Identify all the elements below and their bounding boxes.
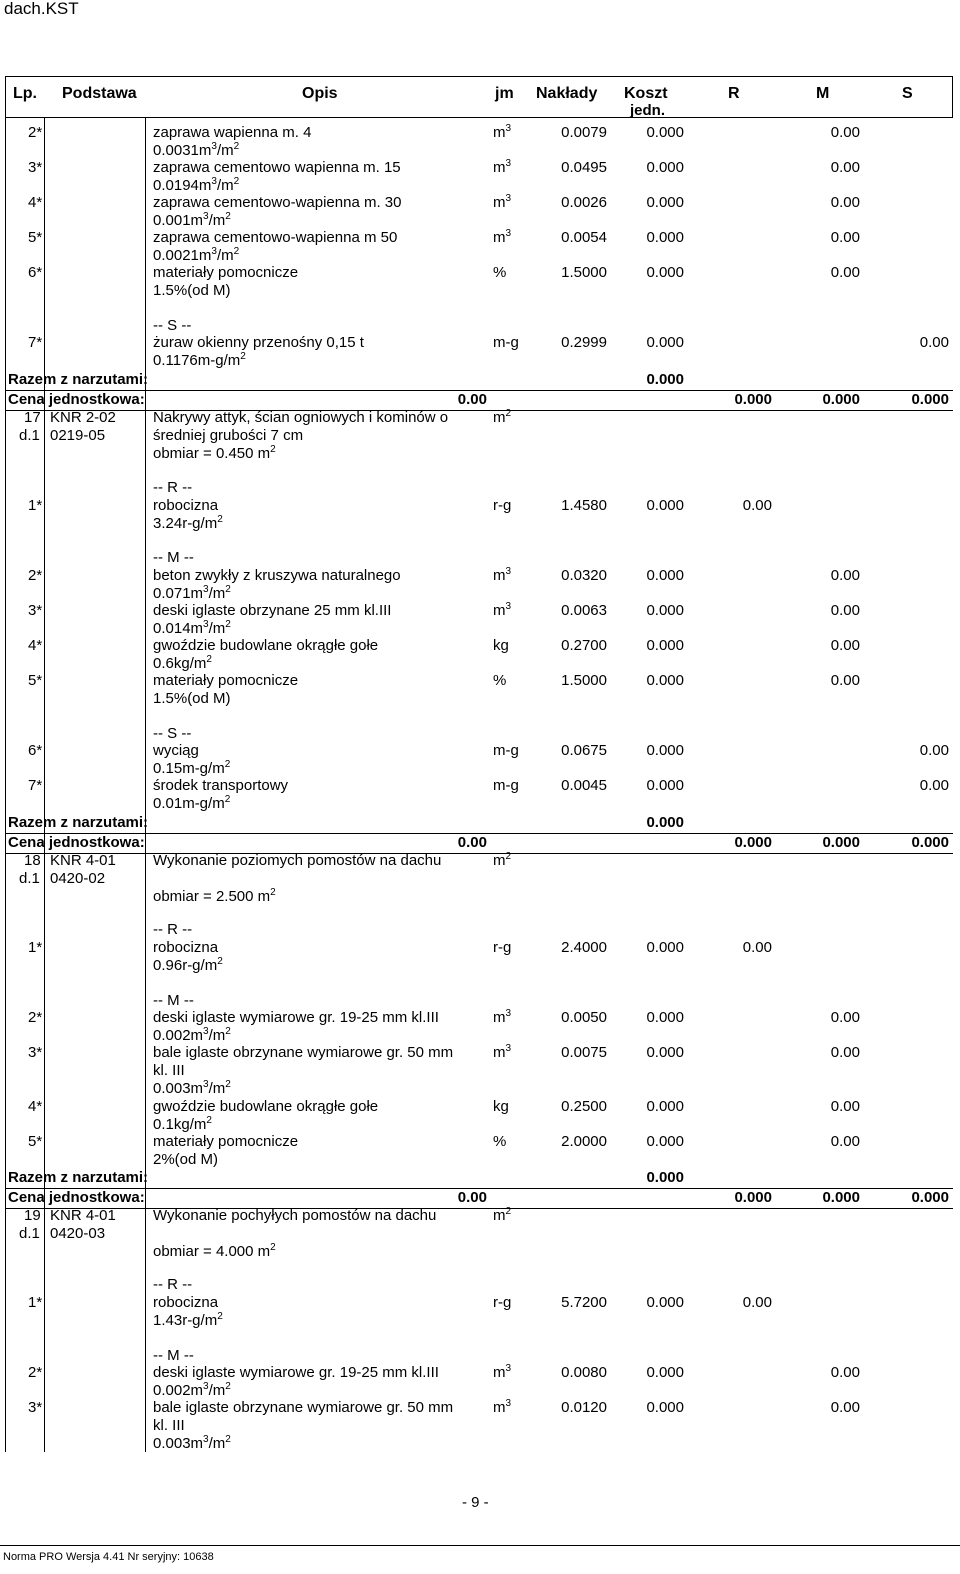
row-value: 0.00: [830, 124, 860, 141]
row-value: 0.00: [830, 602, 860, 619]
row-naklady: 0.0054: [561, 229, 607, 246]
row-value: 0.00: [830, 1364, 860, 1381]
row-value: 0.00: [830, 264, 860, 281]
row-norm: $0.0194m^3/m^2$: [153, 176, 240, 194]
position-basis-code: 0420-03: [50, 1225, 106, 1242]
row-unit: m-g: [493, 334, 519, 351]
row-lp: 4*: [28, 637, 43, 654]
row-value: 0.00: [830, 1399, 860, 1416]
row-unit: $m^3$: [493, 1043, 512, 1061]
cena-s: 0.000: [911, 391, 949, 408]
group-r: -- R --: [153, 1276, 193, 1293]
row-koszt: 0.000: [646, 1399, 684, 1416]
row-value: 0.00: [830, 229, 860, 246]
row-description: zaprawa cementowo-wapienna m. 30: [153, 194, 402, 211]
position-obmiar: obmiar = 2.500 $m^2$: [153, 887, 276, 905]
row-description: robocizna: [153, 939, 219, 956]
row-lp: 6*: [28, 264, 43, 281]
row-naklady: 0.0079: [561, 124, 607, 141]
row-norm: $1.43r-g/m^2$: [153, 1311, 223, 1329]
row-value: 0.00: [742, 497, 772, 514]
position-basis: KNR 2-02: [50, 409, 116, 426]
app-title: dach.KST: [4, 0, 79, 18]
position-unit: $m^2$: [493, 1206, 512, 1224]
row-naklady: 0.0063: [561, 602, 607, 619]
row-lp: 3*: [28, 1399, 43, 1416]
row-unit: %: [493, 672, 507, 689]
row-value: 0.00: [830, 1009, 860, 1026]
cena-label: Cena jednostkowa:: [8, 1189, 145, 1206]
row-norm: $0.001m^3/m^2$: [153, 211, 231, 229]
row-unit: $m^3$: [493, 158, 512, 176]
row-naklady: 0.0045: [561, 777, 607, 794]
row-naklady: 0.0675: [561, 742, 607, 759]
row-koszt: 0.000: [646, 264, 684, 281]
razem-label: Razem z narzutami:: [8, 371, 149, 388]
row-koszt: 0.000: [646, 1133, 684, 1150]
row-koszt: 0.000: [646, 334, 684, 351]
header-m: M: [816, 85, 830, 102]
row-norm: $0.003m^3/m^2$: [153, 1434, 231, 1452]
row-koszt: 0.000: [646, 124, 684, 141]
header-opis: Opis: [302, 85, 338, 102]
row-lp: 6*: [28, 742, 43, 759]
row-koszt: 0.000: [646, 777, 684, 794]
row-unit: $m^3$: [493, 566, 512, 584]
row-value: 0.00: [830, 637, 860, 654]
row-description: zaprawa wapienna m. 4: [153, 124, 312, 141]
row-value: 0.00: [830, 567, 860, 584]
row-koszt: 0.000: [646, 159, 684, 176]
row-koszt: 0.000: [646, 229, 684, 246]
position-basis-code: 0219-05: [50, 427, 106, 444]
row-norm: 1.5%(od M): [153, 690, 231, 707]
row-naklady: 2.0000: [561, 1133, 607, 1150]
group-r: -- R --: [153, 479, 193, 496]
position-unit: $m^2$: [493, 408, 512, 426]
row-unit: $m^3$: [493, 228, 512, 246]
row-value: 0.00: [830, 672, 860, 689]
row-description: bale iglaste obrzynane wymiarowe gr. 50 mm: [153, 1044, 454, 1061]
cena-r: 0.000: [734, 834, 772, 851]
row-lp: 1*: [28, 939, 43, 956]
row-lp: 2*: [28, 1009, 43, 1026]
row-description: materiały pomocnicze: [153, 1133, 299, 1150]
row-unit: $m^3$: [493, 1363, 512, 1381]
row-lp: 2*: [28, 1364, 43, 1381]
razem-value: 0.000: [646, 814, 684, 831]
row-naklady: 0.0050: [561, 1009, 607, 1026]
row-lp: 5*: [28, 1133, 43, 1150]
row-naklady: 0.0026: [561, 194, 607, 211]
row-naklady: 0.0075: [561, 1044, 607, 1061]
cena-s: 0.000: [911, 1189, 949, 1206]
row-norm: $0.1kg/m^2$: [153, 1115, 212, 1133]
position-basis: KNR 4-01: [50, 1207, 116, 1224]
row-description: robocizna: [153, 497, 219, 514]
razem-value: 0.000: [646, 371, 684, 388]
row-koszt: 0.000: [646, 1044, 684, 1061]
row-unit: r-g: [493, 497, 512, 514]
row-value: 0.00: [742, 939, 772, 956]
row-lp: 5*: [28, 229, 43, 246]
razem-label: Razem z narzutami:: [8, 814, 149, 831]
razem-value: 0.000: [646, 1169, 684, 1186]
row-unit: %: [493, 264, 507, 281]
row-koszt: 0.000: [646, 567, 684, 584]
row-naklady: 0.0120: [561, 1399, 607, 1416]
row-description: zaprawa cementowo wapienna m. 15: [153, 159, 401, 176]
row-koszt: 0.000: [646, 1098, 684, 1115]
group-m: -- M --: [153, 992, 194, 1009]
row-value: 0.00: [742, 1294, 772, 1311]
row-naklady: 0.0495: [561, 159, 607, 176]
header-koszt-jedn: jedn.: [630, 102, 666, 119]
row-description: materiały pomocnicze: [153, 264, 299, 281]
row-unit: %: [493, 1133, 507, 1150]
cena-m: 0.000: [822, 391, 860, 408]
header-naklady: Nakłady: [536, 85, 598, 102]
row-lp: 5*: [28, 672, 43, 689]
row-norm: $0.15m-g/m^2$: [153, 759, 231, 777]
row-norm: 2%(od M): [153, 1151, 219, 1168]
row-lp: 7*: [28, 777, 43, 794]
row-unit: $m^3$: [493, 193, 512, 211]
footer-text: Norma PRO Wersja 4.41 Nr seryjny: 10638: [3, 1551, 214, 1563]
row-norm: 1.5%(od M): [153, 282, 231, 299]
position-description: Wykonanie poziomych pomostów na dachu: [153, 852, 442, 869]
row-lp: 2*: [28, 124, 43, 141]
row-lp: 3*: [28, 602, 43, 619]
row-lp: 1*: [28, 1294, 43, 1311]
position-obmiar: obmiar = 4.000 $m^2$: [153, 1242, 276, 1260]
row-description: deski iglaste wymiarowe gr. 19-25 mm kl.III: [153, 1009, 439, 1026]
row-description: gwoździe budowlane okrągłe gołe: [153, 637, 379, 654]
position-number: 17: [24, 409, 41, 426]
row-description-cont: kl. III: [153, 1062, 185, 1079]
position-obmiar: obmiar = 0.450 $m^2$: [153, 444, 276, 462]
group-s: -- S --: [153, 725, 192, 742]
row-norm: $0.002m^3/m^2$: [153, 1026, 231, 1044]
row-unit: $m^3$: [493, 1008, 512, 1026]
position-number: 19: [24, 1207, 41, 1224]
row-naklady: 0.0320: [561, 567, 607, 584]
row-norm: $0.0021m^3/m^2$: [153, 246, 240, 264]
row-naklady: 2.4000: [561, 939, 607, 956]
row-unit: m-g: [493, 777, 519, 794]
row-norm: $0.96r-g/m^2$: [153, 956, 223, 974]
header-koszt: Koszt: [624, 85, 668, 102]
position-d: d.1: [19, 870, 40, 887]
row-norm: $0.01m-g/m^2$: [153, 794, 231, 812]
row-koszt: 0.000: [646, 1364, 684, 1381]
cena-value: 0.00: [457, 1189, 487, 1206]
position-description: Nakrywy attyk, ścian ogniowych i kominów o: [153, 409, 449, 426]
row-unit: kg: [493, 637, 509, 654]
row-lp: 3*: [28, 1044, 43, 1061]
row-naklady: 0.2999: [561, 334, 607, 351]
cena-s: 0.000: [911, 834, 949, 851]
row-description: wyciąg: [153, 742, 199, 759]
row-koszt: 0.000: [646, 602, 684, 619]
row-koszt: 0.000: [646, 497, 684, 514]
header-s: S: [902, 85, 913, 102]
razem-label: Razem z narzutami:: [8, 1169, 149, 1186]
row-unit: kg: [493, 1098, 509, 1115]
cena-value: 0.00: [457, 391, 487, 408]
header-lp: Lp.: [13, 85, 37, 102]
row-norm: $0.071m^3/m^2$: [153, 584, 231, 602]
row-naklady: 1.4580: [561, 497, 607, 514]
row-lp: 3*: [28, 159, 43, 176]
cena-value: 0.00: [457, 834, 487, 851]
row-koszt: 0.000: [646, 1009, 684, 1026]
row-naklady: 0.2500: [561, 1098, 607, 1115]
row-description: zaprawa cementowo-wapienna m 50: [153, 229, 398, 246]
row-norm: $0.003m^3/m^2$: [153, 1079, 231, 1097]
position-number: 18: [24, 852, 41, 869]
row-value: 0.00: [830, 194, 860, 211]
row-description: bale iglaste obrzynane wymiarowe gr. 50 mm: [153, 1399, 454, 1416]
row-unit: r-g: [493, 939, 512, 956]
cena-m: 0.000: [822, 1189, 860, 1206]
row-norm: $0.6kg/m^2$: [153, 654, 212, 672]
position-basis-code: 0420-02: [50, 870, 106, 887]
row-lp: 7*: [28, 334, 43, 351]
row-description: robocizna: [153, 1294, 219, 1311]
header-podstawa: Podstawa: [62, 85, 137, 102]
row-description: beton zwykły z kruszywa naturalnego: [153, 567, 401, 584]
row-naklady: 0.0080: [561, 1364, 607, 1381]
table-header: [5, 76, 953, 118]
row-description-cont: kl. III: [153, 1417, 185, 1434]
group-r: -- R --: [153, 921, 193, 938]
row-norm: $0.0031m^3/m^2$: [153, 141, 240, 159]
row-koszt: 0.000: [646, 637, 684, 654]
row-unit: $m^3$: [493, 123, 512, 141]
row-value: 0.00: [830, 1098, 860, 1115]
cena-r: 0.000: [734, 1189, 772, 1206]
row-norm: $0.014m^3/m^2$: [153, 619, 231, 637]
position-description: Wykonanie pochyłych pomostów na dachu: [153, 1207, 437, 1224]
row-norm: $0.1176m-g/m^2$: [153, 351, 246, 369]
row-description: środek transportowy: [153, 777, 289, 794]
row-norm: $3.24r-g/m^2$: [153, 514, 223, 532]
cena-label: Cena jednostkowa:: [8, 834, 145, 851]
row-description: deski iglaste obrzynane 25 mm kl.III: [153, 602, 392, 619]
cena-m: 0.000: [822, 834, 860, 851]
row-koszt: 0.000: [646, 1294, 684, 1311]
group-s: -- S --: [153, 317, 192, 334]
row-description: gwoździe budowlane okrągłe gołe: [153, 1098, 379, 1115]
row-value: 0.00: [919, 742, 949, 759]
row-lp: 4*: [28, 194, 43, 211]
row-description: materiały pomocnicze: [153, 672, 299, 689]
row-naklady: 0.2700: [561, 637, 607, 654]
position-basis: KNR 4-01: [50, 852, 116, 869]
row-value: 0.00: [919, 334, 949, 351]
position-unit: $m^2$: [493, 851, 512, 869]
row-description: deski iglaste wymiarowe gr. 19-25 mm kl.III: [153, 1364, 439, 1381]
row-lp: 4*: [28, 1098, 43, 1115]
row-norm: $0.002m^3/m^2$: [153, 1381, 231, 1399]
cena-r: 0.000: [734, 391, 772, 408]
page-number: - 9 -: [462, 1494, 489, 1511]
row-koszt: 0.000: [646, 939, 684, 956]
header-r: R: [728, 85, 740, 102]
row-unit: $m^3$: [493, 601, 512, 619]
row-koszt: 0.000: [646, 742, 684, 759]
group-m: -- M --: [153, 549, 194, 566]
row-description: żuraw okienny przenośny 0,15 t: [153, 334, 364, 351]
row-value: 0.00: [830, 1133, 860, 1150]
row-lp: 1*: [28, 497, 43, 514]
row-naklady: 5.7200: [561, 1294, 607, 1311]
row-value: 0.00: [830, 159, 860, 176]
row-unit: m-g: [493, 742, 519, 759]
row-naklady: 1.5000: [561, 264, 607, 281]
row-value: 0.00: [830, 1044, 860, 1061]
group-m: -- M --: [153, 1347, 194, 1364]
row-value: 0.00: [919, 777, 949, 794]
position-d: d.1: [19, 427, 40, 444]
row-unit: r-g: [493, 1294, 512, 1311]
row-unit: $m^3$: [493, 1398, 512, 1416]
position-d: d.1: [19, 1225, 40, 1242]
cena-label: Cena jednostkowa:: [8, 391, 145, 408]
header-jm: jm: [495, 85, 514, 102]
row-koszt: 0.000: [646, 672, 684, 689]
position-description-cont: średniej grubości 7 cm: [153, 427, 304, 444]
row-lp: 2*: [28, 567, 43, 584]
row-koszt: 0.000: [646, 194, 684, 211]
row-naklady: 1.5000: [561, 672, 607, 689]
